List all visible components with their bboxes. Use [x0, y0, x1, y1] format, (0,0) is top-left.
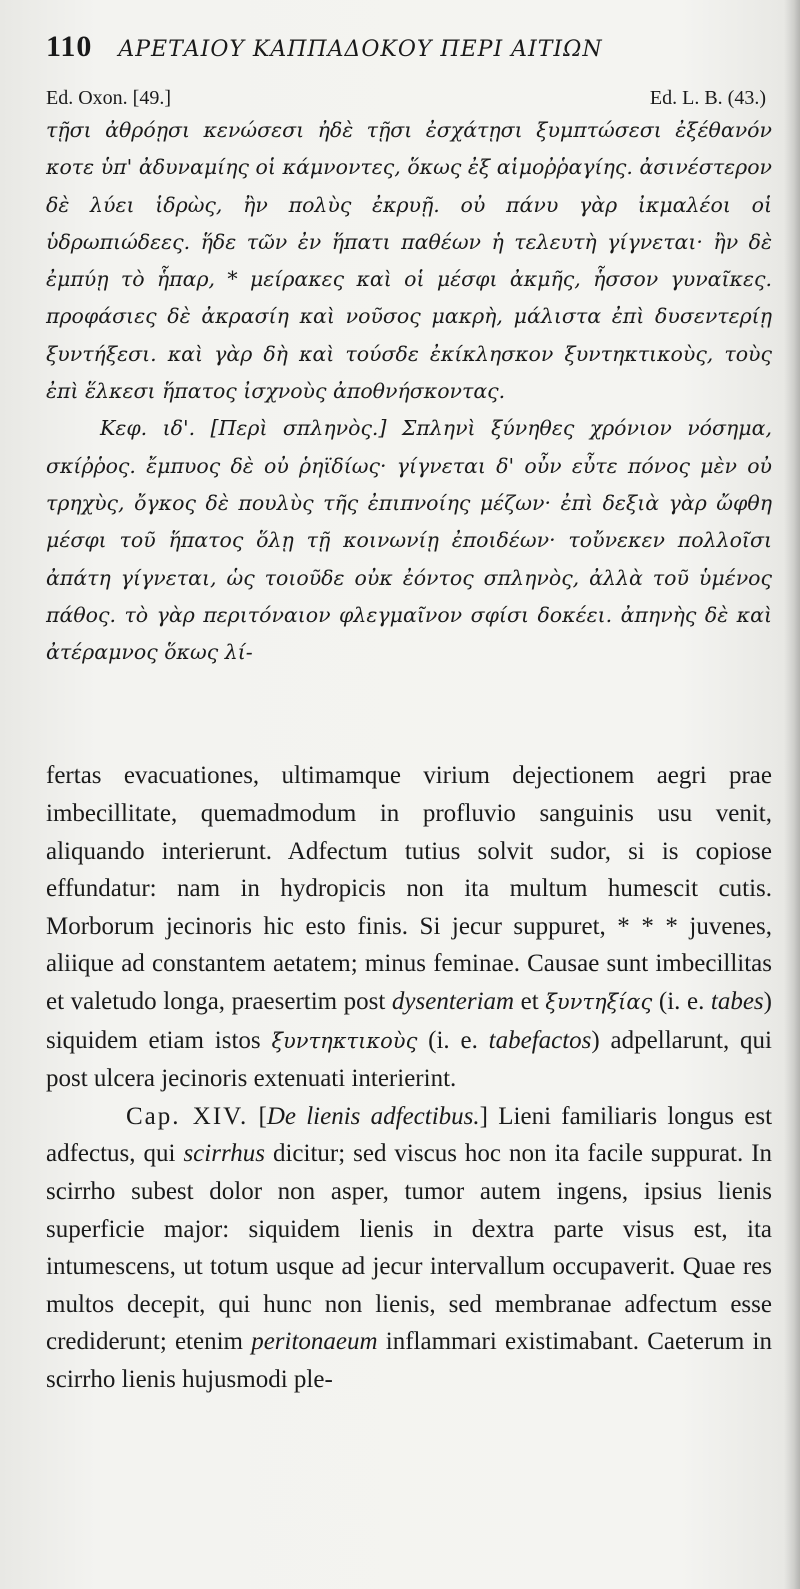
running-title: ΑΡΕΤΑΙΟΥ ΚΑΠΠΑΔΟΚΟΥ ΠΕΡΙ ΑΙΤΙΩΝ: [118, 37, 603, 62]
edition-left: Ed. Oxon. [49.]: [46, 87, 171, 109]
latin-chapter-label: Cap. XIV.: [126, 1102, 249, 1130]
page-spine-shadow: [784, 0, 800, 1589]
latin-italic-scirrhus: scirrhus: [183, 1140, 265, 1168]
latin-greek-term-1: ξυντηξίας: [545, 990, 653, 1015]
running-head: [46, 30, 772, 82]
latin-text-run: Lieni familiaris longus est adfectus, qui: [46, 1102, 773, 1168]
latin-bracket-close: ]: [479, 1102, 488, 1130]
greek-text-block: [46, 112, 772, 671]
latin-greek-term-2: ξυντηκτικοὺς: [271, 1028, 418, 1053]
latin-italic-peritonaeum: peritonaeum: [251, 1328, 378, 1356]
section-gap: [46, 671, 772, 757]
latin-bracket-open: [: [258, 1102, 267, 1130]
latin-text-run: (i. e.: [428, 1026, 478, 1054]
latin-text-run: ) siquidem etiam istos: [46, 988, 772, 1054]
latin-italic-tabefactos: tabefactos: [488, 1026, 592, 1054]
greek-paragraph-2-text: Σπληνὶ ξύνηθες χρόνιον νόσημα, σκίῤῥος. ἔμπυος δὲ οὐ ῥηϊδίως· γίγνεται δ' οὖν εὖτε πόνος μὲν οὐ τρηχὺς, ὄγκος δὲ πουλὺς τῆς ἐπιπνοίης μέζων· ἐπὶ δεξιὰ γὰρ ὤφθη μέσφι τοῦ ἥπατος ὅλῃ τῇ κοινωνίῃ ἐποιδέων· τοὔνεκεν πολλοῖσι ἀπάτη γίγνεται, ὡς τοιοῦδε οὐκ ἐόντος σπληνὸς, ἀλλὰ τοῦ ὑμένος πάθος. τὸ γὰρ περιτόναιον φλεγμαῖνον σφίσι δοκέει. ἀπηνὴς δὲ καὶ ἀτέραμνος ὅκως λί-: [46, 416, 772, 665]
latin-italic-tabes: tabes: [710, 988, 764, 1016]
latin-text-run: et: [520, 988, 539, 1016]
edition-right: Ed. L. B. (43.): [649, 87, 766, 109]
greek-chapter-label: Κεφ. ιδ'.: [100, 416, 196, 441]
edition-references: [46, 84, 772, 112]
latin-italic-dysenteriam: dysenteriam: [391, 988, 515, 1016]
latin-paragraph-2: [46, 1098, 772, 1399]
latin-chapter-title: De lienis adfectibus.: [266, 1102, 480, 1130]
latin-paragraph-1: [46, 757, 772, 1097]
latin-text-block: [46, 757, 772, 1398]
page-number: 110: [46, 30, 93, 63]
latin-text-run: (i. e.: [658, 988, 705, 1016]
greek-paragraph-1: τῇσι ἀθρόῃσι κενώσεσι ἠδὲ τῇσι ἐσχάτῃσι ξυμπτώσεσι ἐξέθανόν κοτε ὑπ' ἀδυναμίης οἱ κάμνοντες, ὅκως ἐξ αἱμοῤῥαγίης. ἀσινέστερον δὲ λύει ἱδρὼς, ἢν πολὺς ἐκρυῇ. οὐ πάνυ γὰρ ἰκμαλέοι οἱ ὑδρωπιώδεες. ἥδε τῶν ἐν ἥπατι παθέων ἡ τελευτὴ γίγνεται· ἢν δὲ ἐμπύῃ τὸ ἧπαρ, * μείρακες καὶ οἱ μέσφι ἀκμῆς, ἧσσον γυναῖκες. προφάσιες δὲ ἀκρασίη καὶ νοῦσος μακρὴ, μάλιστα ἐπὶ δυσεντερίῃ ξυντήξεσι. καὶ γὰρ δὴ καὶ τούσδε ἐκίκλησκον ξυντηκτικοὺς, τοὺς ἐπὶ ἕλκεσι ἥπατος ἰσχνοὺς ἀποθνήσκοντας.: [46, 118, 772, 404]
greek-chapter-title: [Περὶ σπληνὸς.]: [210, 416, 387, 441]
latin-text-run: fertas evacuationes, ultimamque virium dejectionem aegri prae imbecillitate, quemadmodum in profluvio sanguinis usu venit, aliquando interierunt. Adfectum tutius solvit sudor, si is copiose effundatur: nam in hydropicis non ita multum humescit cutis. Morborum jecinoris hic esto finis. Si jecur suppuret, * * * juvenes, aliique ad constantem aetatem; minus feminae. Causae sunt imbecillitas et valetudo longa, praesertim post: [46, 762, 772, 1016]
latin-text-run: inflammari existimabant. Caeterum in scirrho lienis hujusmodi ple-: [46, 1328, 772, 1393]
latin-text-run: dicitur; sed viscus hoc non ita facile suppurat. In scirrho subest dolor non asper, tumor autem ingens, ipsius lienis superficie major: siquidem lienis in dextra parte visus est, ita intumescens, ut totum usque ad jecur intervallum occupaverit. Quae res multos decepit, qui hunc non lienis, sed membranae adfectum esse crediderunt; etenim: [46, 1140, 773, 1356]
latin-text-run: ) adpellarunt, qui post ulcera jecinoris extenuati interierint.: [46, 1026, 773, 1093]
greek-paragraph-2: [46, 410, 772, 671]
